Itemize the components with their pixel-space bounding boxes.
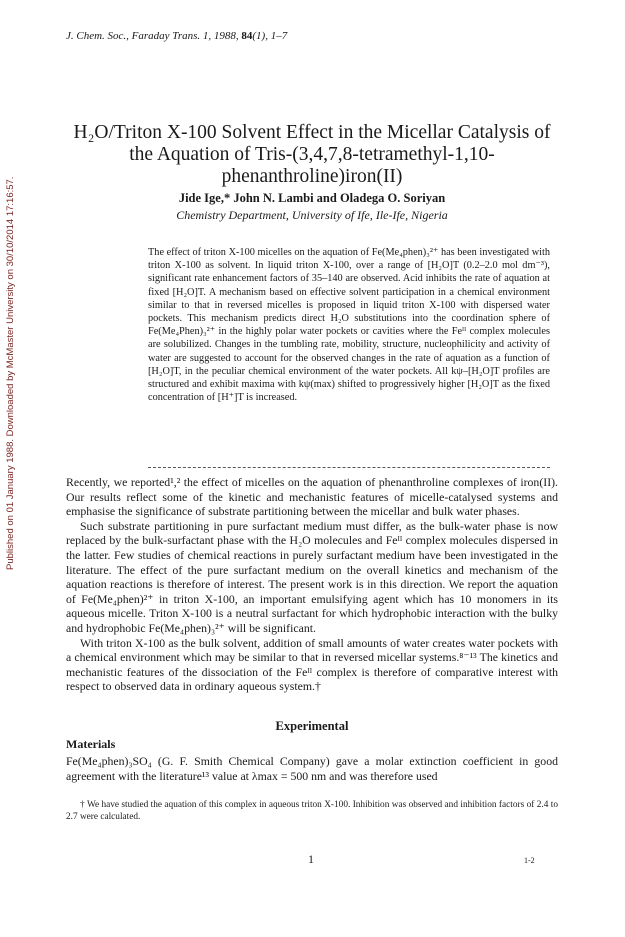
journal-issue-pages: (1), 1–7 xyxy=(252,30,288,42)
download-watermark-text: Published on 01 January 1988. Downloaded by McMaster University on 30/10/2014 17:16:57. xyxy=(5,176,16,570)
footnote-text: † We have studied the aquation of this complex in aqueous triton X-100. Inhibition was observed and inhibition factors of 2.4 to 2.7 were calculated. xyxy=(66,800,558,822)
download-watermark xyxy=(2,150,20,570)
abstract-text: The effect of triton X-100 micelles on the aquation of Fe(Me₄phen)₃²⁺ has been investigated with triton X-100 as solvent. In liquid triton X-100, over a range of [H₂O]T (0.2–2.0 mol dm⁻³), significant rate enhancement factors of 35–140 are observed. Acid inhibits the rate of aquation at fixed [H₂O]T. A mechanism based on effective solvent participation in a chemical environment similar to that in reversed micelles is proposed in liquid triton X-100 with dispersed water pockets. This mechanism predicts direct H₂O substitutions into the coordination sphere of Fe(Me₄Phen)₃²⁺ in the highly polar water pockets or cavities where the Feᴵᴵ complex molecules are solubilized. Changes in the tumbling rate, mobility, structure, nucleophilicity and activity of water are suggested to account for the observed changes in the rate of aquation as a function of [H₂O]T, in the peculiar chemical environment of the water pockets. All kψ–[H₂O]T profiles are structured and exhibit maxima with kψ(max) shifted to progressively higher [H₂O]T as the fixed concentration of [H⁺]T is increased. xyxy=(148,247,550,404)
intro-paragraph: Recently, we reported¹,² the effect of micelles on the aquation of phenanthroline complexes of iron(II). Our results reflect some of the kinetic and mechanistic features of micelle-catalysed systems and emphasise the significance of substrate partitioning between the micellar and bulk water phases. xyxy=(66,475,558,519)
section-heading-experimental: Experimental xyxy=(275,719,349,733)
abstract-divider xyxy=(148,467,550,468)
journal-volume: 84 xyxy=(241,30,253,42)
footnote xyxy=(66,800,558,823)
journal-header xyxy=(66,30,287,42)
materials-text: Fe(Me₄phen)₃SO₄ (G. F. Smith Chemical Company) gave a molar extinction coefficient in good agreement with the literature¹³ value at λmax = 500 nm and was therefore used xyxy=(66,754,558,783)
journal-name: J. Chem. Soc., Faraday Trans. 1, xyxy=(66,30,212,42)
journal-year: 1988, xyxy=(213,30,239,42)
intro-paragraph: With triton X-100 as the bulk solvent, addition of small amounts of water creates water pockets with a chemical environment which may be similar to that in reversed micellar systems.⁸⁻¹³ The kinetics and mechanistic features of the dissociation of the Feᴵᴵ complex is therefore of comparative interest with respect to observed data in ordinary aqueous system.† xyxy=(66,635,558,694)
page-code: 1-2 xyxy=(524,856,535,865)
materials-section xyxy=(66,754,558,783)
subsection-heading-materials: Materials xyxy=(66,737,116,751)
page-number: 1 xyxy=(308,852,314,866)
affiliation: Chemistry Department, University of Ife, Ile-Ife, Nigeria xyxy=(176,208,448,222)
article-title: H₂O/Triton X-100 Solvent Effect in the Micellar Catalysis of the Aquation of Tris-(3,4,7,8-tetramethyl-1,10-phenanthroline)iron(II) xyxy=(73,122,551,187)
abstract xyxy=(148,246,550,404)
intro-paragraph: Such substrate partitioning in pure surfactant medium must differ, as the bulk-water phase is now replaced by the bulk-surfactant phase with the H₂O molecules and Feᴵᴵ complex molecules dispersed in the latter. Few studies of chemical reactions in purely surfactant medium have been investigated in the literature. The effect of the pure surfactant medium on the overall kinetics and mechanism of the aquation reactions is therefore of interest. The present work is in this direction. We report the aquation of Fe(Me₄phen)²⁺ in triton X-100, an important emulsifying agent which has 10 monomers in its aqueous micelle. Triton X-100 is a neutral surfactant for which hydrophobic interaction with the bulky and hydrophobic Fe(Me₄phen)₃²⁺ will be significant. xyxy=(66,518,558,635)
author-list: Jide Ige,* John N. Lambi and Oladega O. Soriyan xyxy=(178,191,446,205)
introduction xyxy=(66,475,558,694)
